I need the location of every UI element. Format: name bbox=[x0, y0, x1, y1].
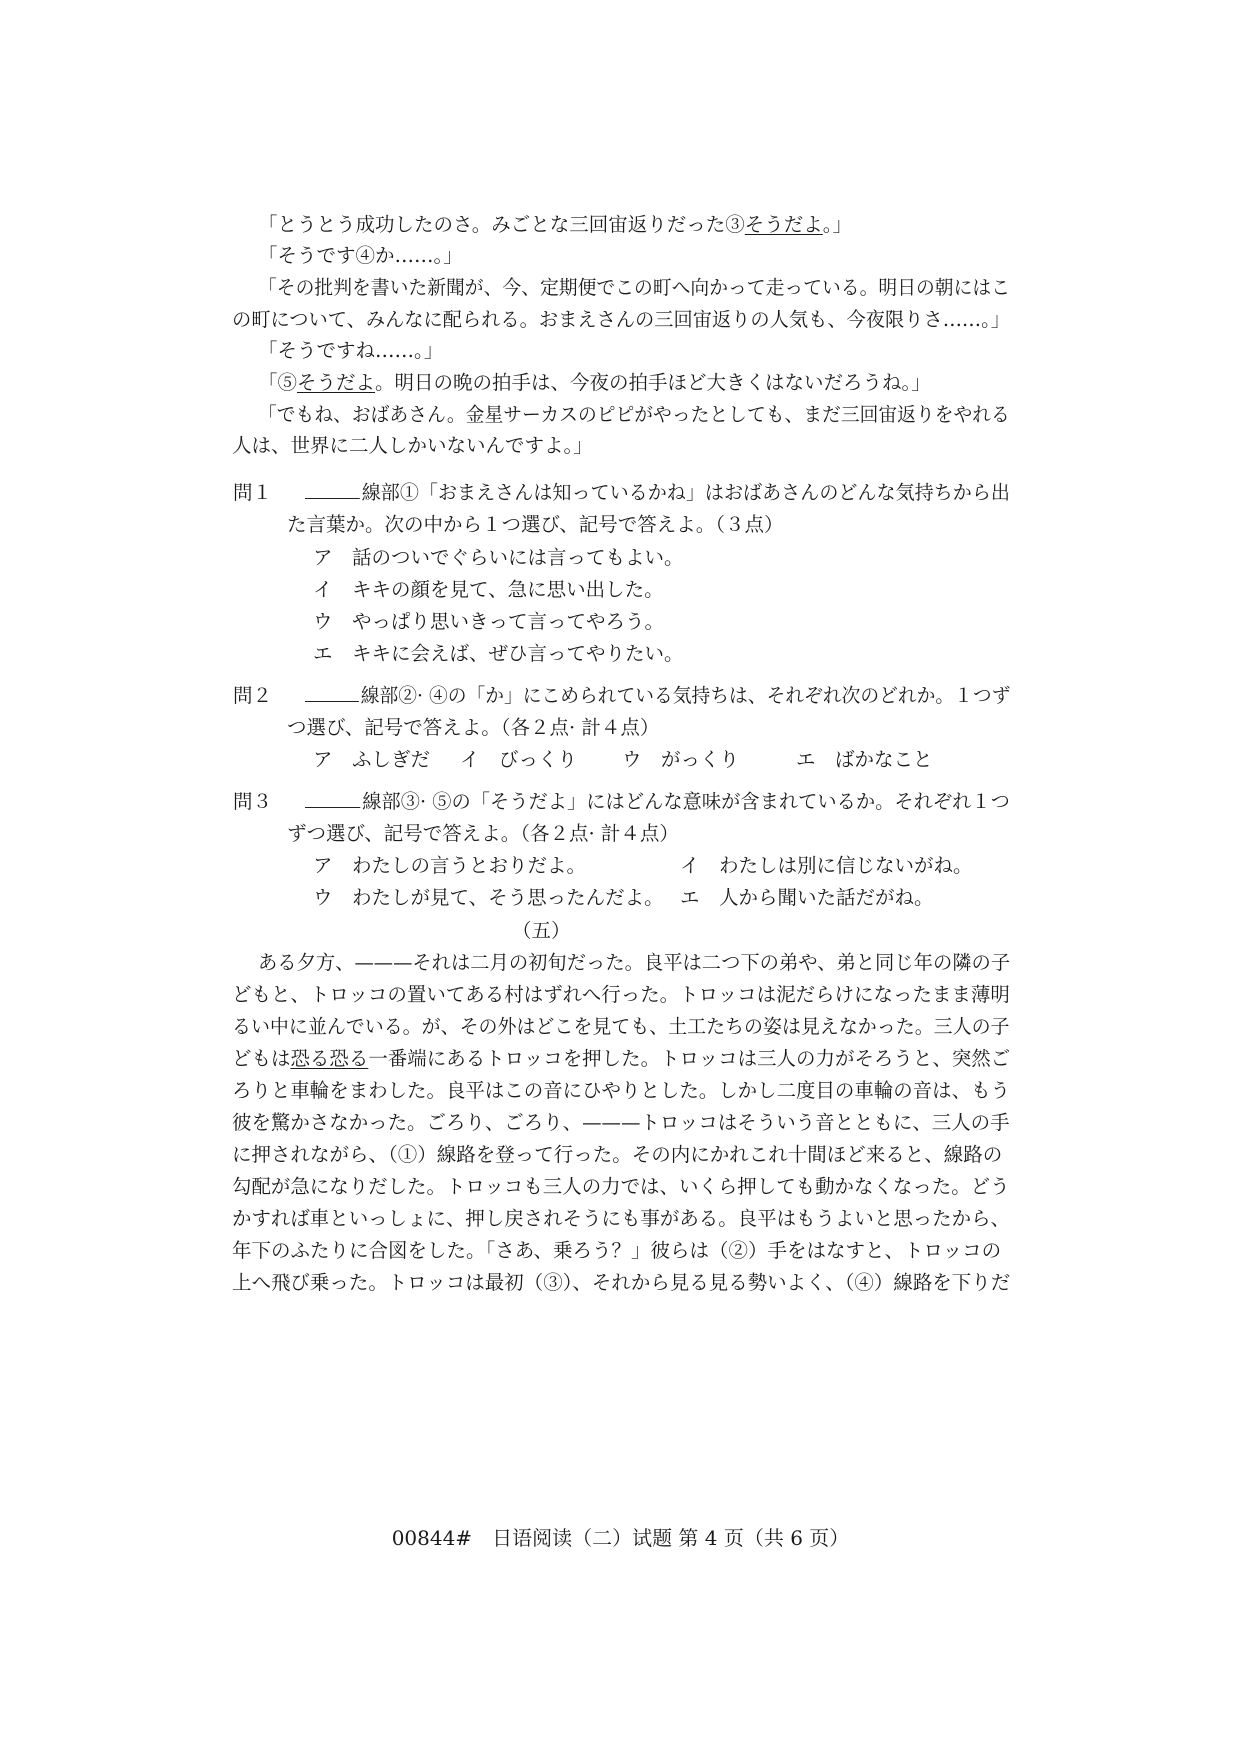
option-mark: イ bbox=[680, 854, 700, 877]
q3-option-i bbox=[680, 854, 973, 878]
passage-line-3: るい中に並んでいる。が、その外はどこを見ても、土工たちの姿は見えなかった。三人の子 bbox=[232, 1015, 1010, 1038]
page-footer: 00844# 日语阅读（二）试题 第 4 页（共 6 页） bbox=[391, 1526, 850, 1550]
option-mark: エ bbox=[313, 642, 333, 665]
option-mark: ウ bbox=[622, 748, 642, 771]
option-text: びっくり bbox=[499, 748, 578, 771]
option-text: 人から聞いた話だがね。 bbox=[719, 886, 934, 909]
option-text: ふしぎだ bbox=[352, 748, 431, 771]
passage-line-5: ろりと車輪をまわした。良平はこの音にひやりとした。しかし二度目の車輪の音は、もう bbox=[232, 1079, 1010, 1102]
q3-option-e bbox=[680, 886, 934, 910]
option-mark: イ bbox=[313, 578, 333, 601]
question-text: 線部①「おまえさんは知っているかね」はおばあさんのどんな気持ちから出 bbox=[361, 481, 1011, 504]
q3-option-a bbox=[313, 854, 586, 878]
option-mark: ア bbox=[313, 546, 333, 569]
option-text: キキの顔を見て、急に思い出した。 bbox=[352, 578, 664, 601]
option-text: わたしが見て、そう思ったんだよ。 bbox=[352, 886, 664, 909]
passage-text: 一番端にあるトロッコを押した。トロッコは三人の力がそろうと、突然ご bbox=[368, 1047, 1011, 1070]
passage-line-10: 年下のふたりに合図をした。「さあ、乗ろう？」彼らは（②）手をはなすと、トロッコの bbox=[232, 1239, 1002, 1262]
option-text: わたしの言うとおりだよ。 bbox=[352, 854, 587, 877]
q1-option-u bbox=[313, 610, 664, 634]
question-text: 線部③· ⑤の「そうだよ」にはどんな意味が含まれているか。それぞれ１つ bbox=[362, 790, 1010, 813]
underlined-phrase: そうだよ bbox=[744, 213, 823, 236]
question-2-text bbox=[305, 684, 1010, 708]
option-mark: ア bbox=[313, 854, 333, 877]
question-3-text bbox=[305, 790, 1010, 814]
question-1-text bbox=[305, 481, 1010, 505]
section-heading: （五） bbox=[512, 919, 571, 942]
passage-line-11: 上へ飛び乗った。トロッコは最初（③）、それから見る見る勢いよく、（④）線路を下りだ bbox=[232, 1271, 1011, 1294]
question-3-label: 問３ bbox=[233, 790, 273, 813]
q3-option-u bbox=[313, 886, 664, 910]
dialogue-line-5: 「そうですね……。」 bbox=[258, 339, 444, 362]
question-2-text-2: つ選び、記号で答えよ。（各２点· 計４点） bbox=[287, 716, 660, 739]
q2-option-i bbox=[460, 748, 577, 772]
dialogue-text: 。」 bbox=[822, 213, 853, 236]
option-mark: ウ bbox=[313, 886, 333, 909]
passage-line-1: ある夕方、———それは二月の初旬だった。良平は二つ下の弟や、弟と同じ年の隣の子 bbox=[258, 951, 1011, 974]
dialogue-line-3: 「その批判を書いた新聞が、今、定期便でこの町へ向かって走っている。明日の朝にはこ bbox=[258, 276, 1011, 299]
dialogue-text: 「⑤ bbox=[258, 371, 298, 394]
underline-blank bbox=[305, 484, 360, 499]
question-3-text-2: ずつ選び、記号で答えよ。（各２点· 計４点） bbox=[287, 822, 679, 845]
option-text: 話のついでぐらいには言ってもよい。 bbox=[352, 546, 684, 569]
option-mark: ウ bbox=[313, 610, 333, 633]
dialogue-line-6 bbox=[258, 371, 931, 395]
underlined-phrase: そうだよ bbox=[297, 371, 376, 394]
option-mark: ア bbox=[313, 748, 333, 771]
option-text: わたしは別に信じないがね。 bbox=[719, 854, 973, 877]
passage-line-7: に押されながら、（①）線路を登って行った。その内にかれこれ十間ほど来ると、線路の bbox=[232, 1143, 1003, 1166]
q2-option-a bbox=[313, 748, 430, 772]
dialogue-line-4: の町について、みんなに配られる。おまえさんの三回宙返りの人気も、今夜限りさ……。」 bbox=[232, 308, 1011, 331]
question-text: 線部②· ④の「か」にこめられている気持ちは、それぞれ次のどれか。１つず bbox=[360, 684, 1011, 707]
underline-blank bbox=[305, 687, 359, 702]
option-text: やっぱり思いきって言ってやろう。 bbox=[352, 610, 665, 633]
q2-option-u bbox=[622, 748, 739, 772]
passage-line-4 bbox=[232, 1047, 1010, 1071]
dialogue-text: 。明日の晩の拍手は、今夜の拍手ほど大きくはないだろうね。」 bbox=[375, 371, 931, 394]
dialogue-line-1 bbox=[258, 213, 852, 237]
passage-line-2: どもと、トロッコの置いてある村はずれへ行った。トロッコは泥だらけになったまま薄明 bbox=[232, 983, 1010, 1006]
underline-blank bbox=[305, 793, 360, 808]
q1-option-a bbox=[313, 546, 684, 570]
option-mark: エ bbox=[680, 886, 700, 909]
q1-option-i bbox=[313, 578, 664, 602]
passage-line-8: 勾配が急になりだした。トロッコも三人の力では、いくら押しても動かなくなった。どう bbox=[232, 1175, 1010, 1198]
option-text: がっくり bbox=[661, 748, 740, 771]
option-text: ばかなこと bbox=[835, 748, 933, 771]
question-1-label: 問１ bbox=[233, 481, 273, 504]
option-mark: エ bbox=[796, 748, 816, 771]
option-text: キキに会えば、ぜひ言ってやりたい。 bbox=[352, 642, 684, 665]
passage-line-6: 彼を驚かさなかった。ごろり、ごろり、———トロッコはそういう音とともに、三人の手 bbox=[232, 1111, 1010, 1134]
passage-line-9: かすれば車といっしょに、押し戻されそうにも事がある。良平はもうよいと思ったから、 bbox=[232, 1207, 1010, 1230]
dialogue-line-7: 「でもね、おばあさん。金星サーカスのピピがやったとしても、まだ三回宙返りをやれる bbox=[258, 403, 1010, 426]
dialogue-line-8: 人は、世界に二人しかいないんですよ。」 bbox=[232, 434, 593, 457]
question-1-text-2: た言葉か。次の中から１つ選び、記号で答えよ。（３点） bbox=[287, 513, 784, 536]
question-2-label: 問２ bbox=[233, 684, 273, 707]
passage-text: どもは bbox=[232, 1047, 291, 1070]
underlined-phrase: 恐る恐る bbox=[290, 1047, 369, 1070]
dialogue-text: 「とうとう成功したのさ。みごとな三回宙返りだった③ bbox=[258, 213, 745, 236]
q1-option-e bbox=[313, 642, 684, 666]
option-mark: イ bbox=[460, 748, 480, 771]
q2-option-e bbox=[796, 748, 933, 772]
dialogue-line-2: 「そうです④か……。」 bbox=[258, 244, 463, 267]
